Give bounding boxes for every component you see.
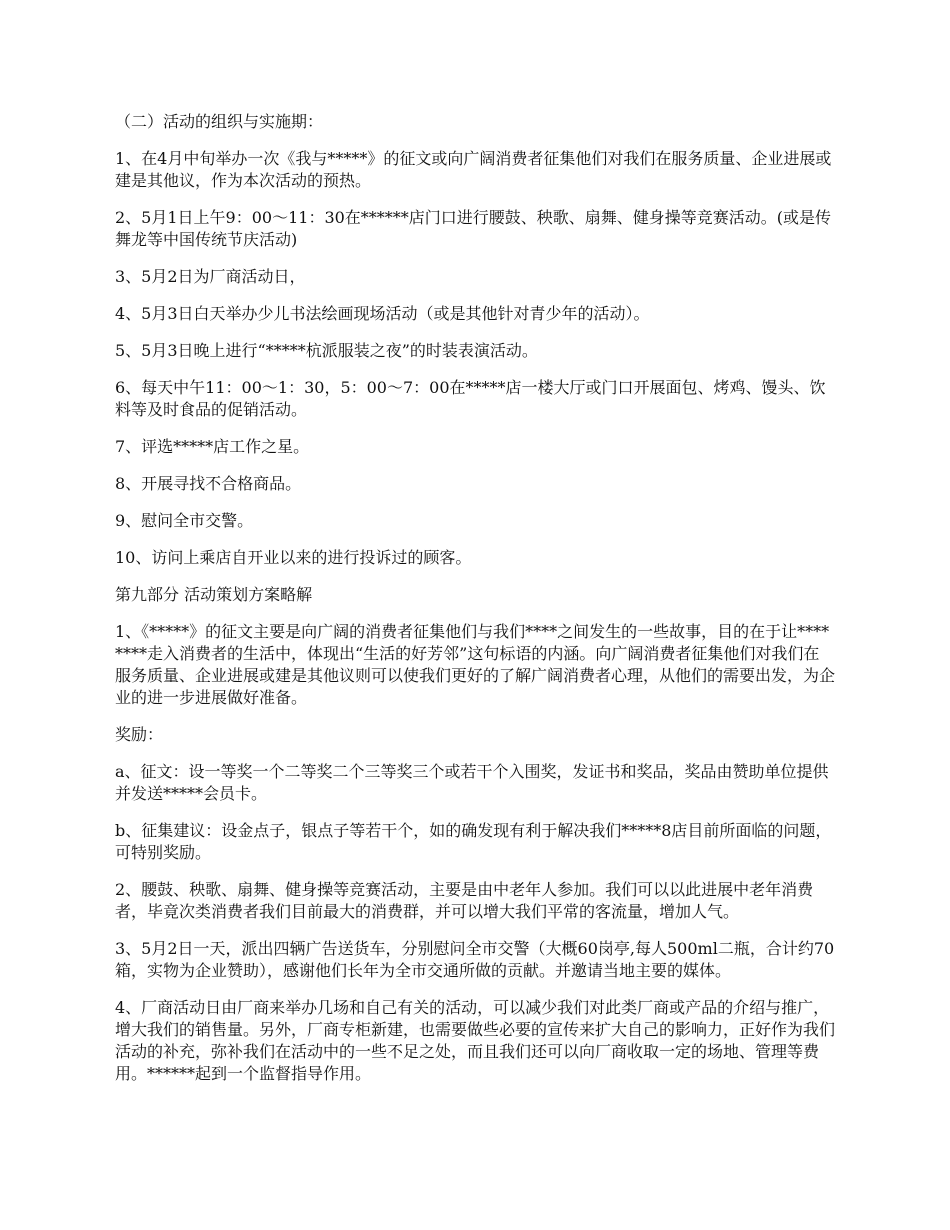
section-heading: 第九部分 活动策划方案略解 bbox=[115, 585, 313, 604]
paragraph-item-2: 2、5月1日上午9：00～11：30在******店门口进行腰鼓、秧歌、扇舞、健身操等竞赛活动。(或是传舞龙等中国传统节庆活动) bbox=[115, 208, 832, 249]
reward-item-a: a、征文：设一等奖一个二等奖二个三等奖三个或若干个入围奖，发证书和奖品，奖品由赞助单位提供并发送*****会员卡。 bbox=[115, 762, 829, 803]
paragraph-item-7: 7、评选*****店工作之星。 bbox=[115, 437, 310, 456]
paragraph-item-4: 4、5月3日白天举办少儿书法绘画现场活动（或是其他针对青少年的活动）。 bbox=[115, 304, 650, 323]
section-subheading: （二）活动的组织与实施期： bbox=[115, 112, 324, 131]
explanation-paragraph-3: 3、5月2日一天，派出四辆广告送货车，分别慰问全市交警（大概60岗亭,每人500ml二瓶，合计约70箱，实物为企业赞助），感谢他们长年为全市交通所做的贡献。并邀请当地主要的媒体。 bbox=[115, 939, 835, 980]
reward-item-b: b、征集建议：设金点子，银点子等若干个，如的确发现有利于解决我们*****8店目前所面临的问题，可特别奖励。 bbox=[115, 821, 832, 862]
paragraph-item-1: 1、在4月中旬举办一次《我与*****》的征文或向广阔消费者征集他们对我们在服务质量、企业进展或建是其他议，作为本次活动的预热。 bbox=[115, 149, 832, 190]
explanation-paragraph-2: 2、腰鼓、秧歌、扇舞、健身操等竞赛活动，主要是由中老年人参加。我们可以以此进展中老年消费者，毕竟次类消费者我们目前最大的消费群，并可以增大我们平常的客流量，增加人气。 bbox=[115, 880, 814, 921]
paragraph-item-8: 8、开展寻找不合格商品。 bbox=[115, 474, 302, 493]
explanation-paragraph-1: 1、《*****》的征文主要是向广阔的消费者征集他们与我们****之间发生的一些故事，目的在于让********走入消费者的生活中，体现出“生活的好芳邻”这句标语的内涵。向广阔消费者征集他们对我们在服务质量、企业进展或建是其他议则可以使我们更好的了解广阔消费者心理，从他们的需要出发，为企业的进一步进展做好准备。 bbox=[115, 622, 836, 707]
paragraph-item-10: 10、访问上乘店自开业以来的进行投诉过的顾客。 bbox=[115, 548, 472, 567]
explanation-paragraph-4: 4、厂商活动日由厂商来举办几场和自己有关的活动，可以减少我们对此类厂商或产品的介绍与推广，增大我们的销售量。另外，厂商专柜新建，也需要做些必要的宣传来扩大自己的影响力，正好作为我们活动的补充，弥补我们在活动中的一些不足之处，而且我们还可以向厂商收取一定的场地、管理等费用。******起到一个监督指导作用。 bbox=[115, 998, 836, 1083]
rewards-label: 奖励： bbox=[115, 725, 164, 744]
paragraph-item-5: 5、5月3日晚上进行“*****杭派服装之夜”的时装表演活动。 bbox=[115, 341, 538, 360]
paragraph-item-6: 6、每天中午11：00～1：30，5：00～7：00在*****店一楼大厅或门口开展面包、烤鸡、馒头、饮料等及时食品的促销活动。 bbox=[115, 378, 826, 419]
paragraph-item-9: 9、慰问全市交警。 bbox=[115, 511, 254, 530]
document-body bbox=[115, 111, 835, 1100]
paragraph-item-3: 3、5月2日为厂商活动日， bbox=[115, 267, 306, 286]
